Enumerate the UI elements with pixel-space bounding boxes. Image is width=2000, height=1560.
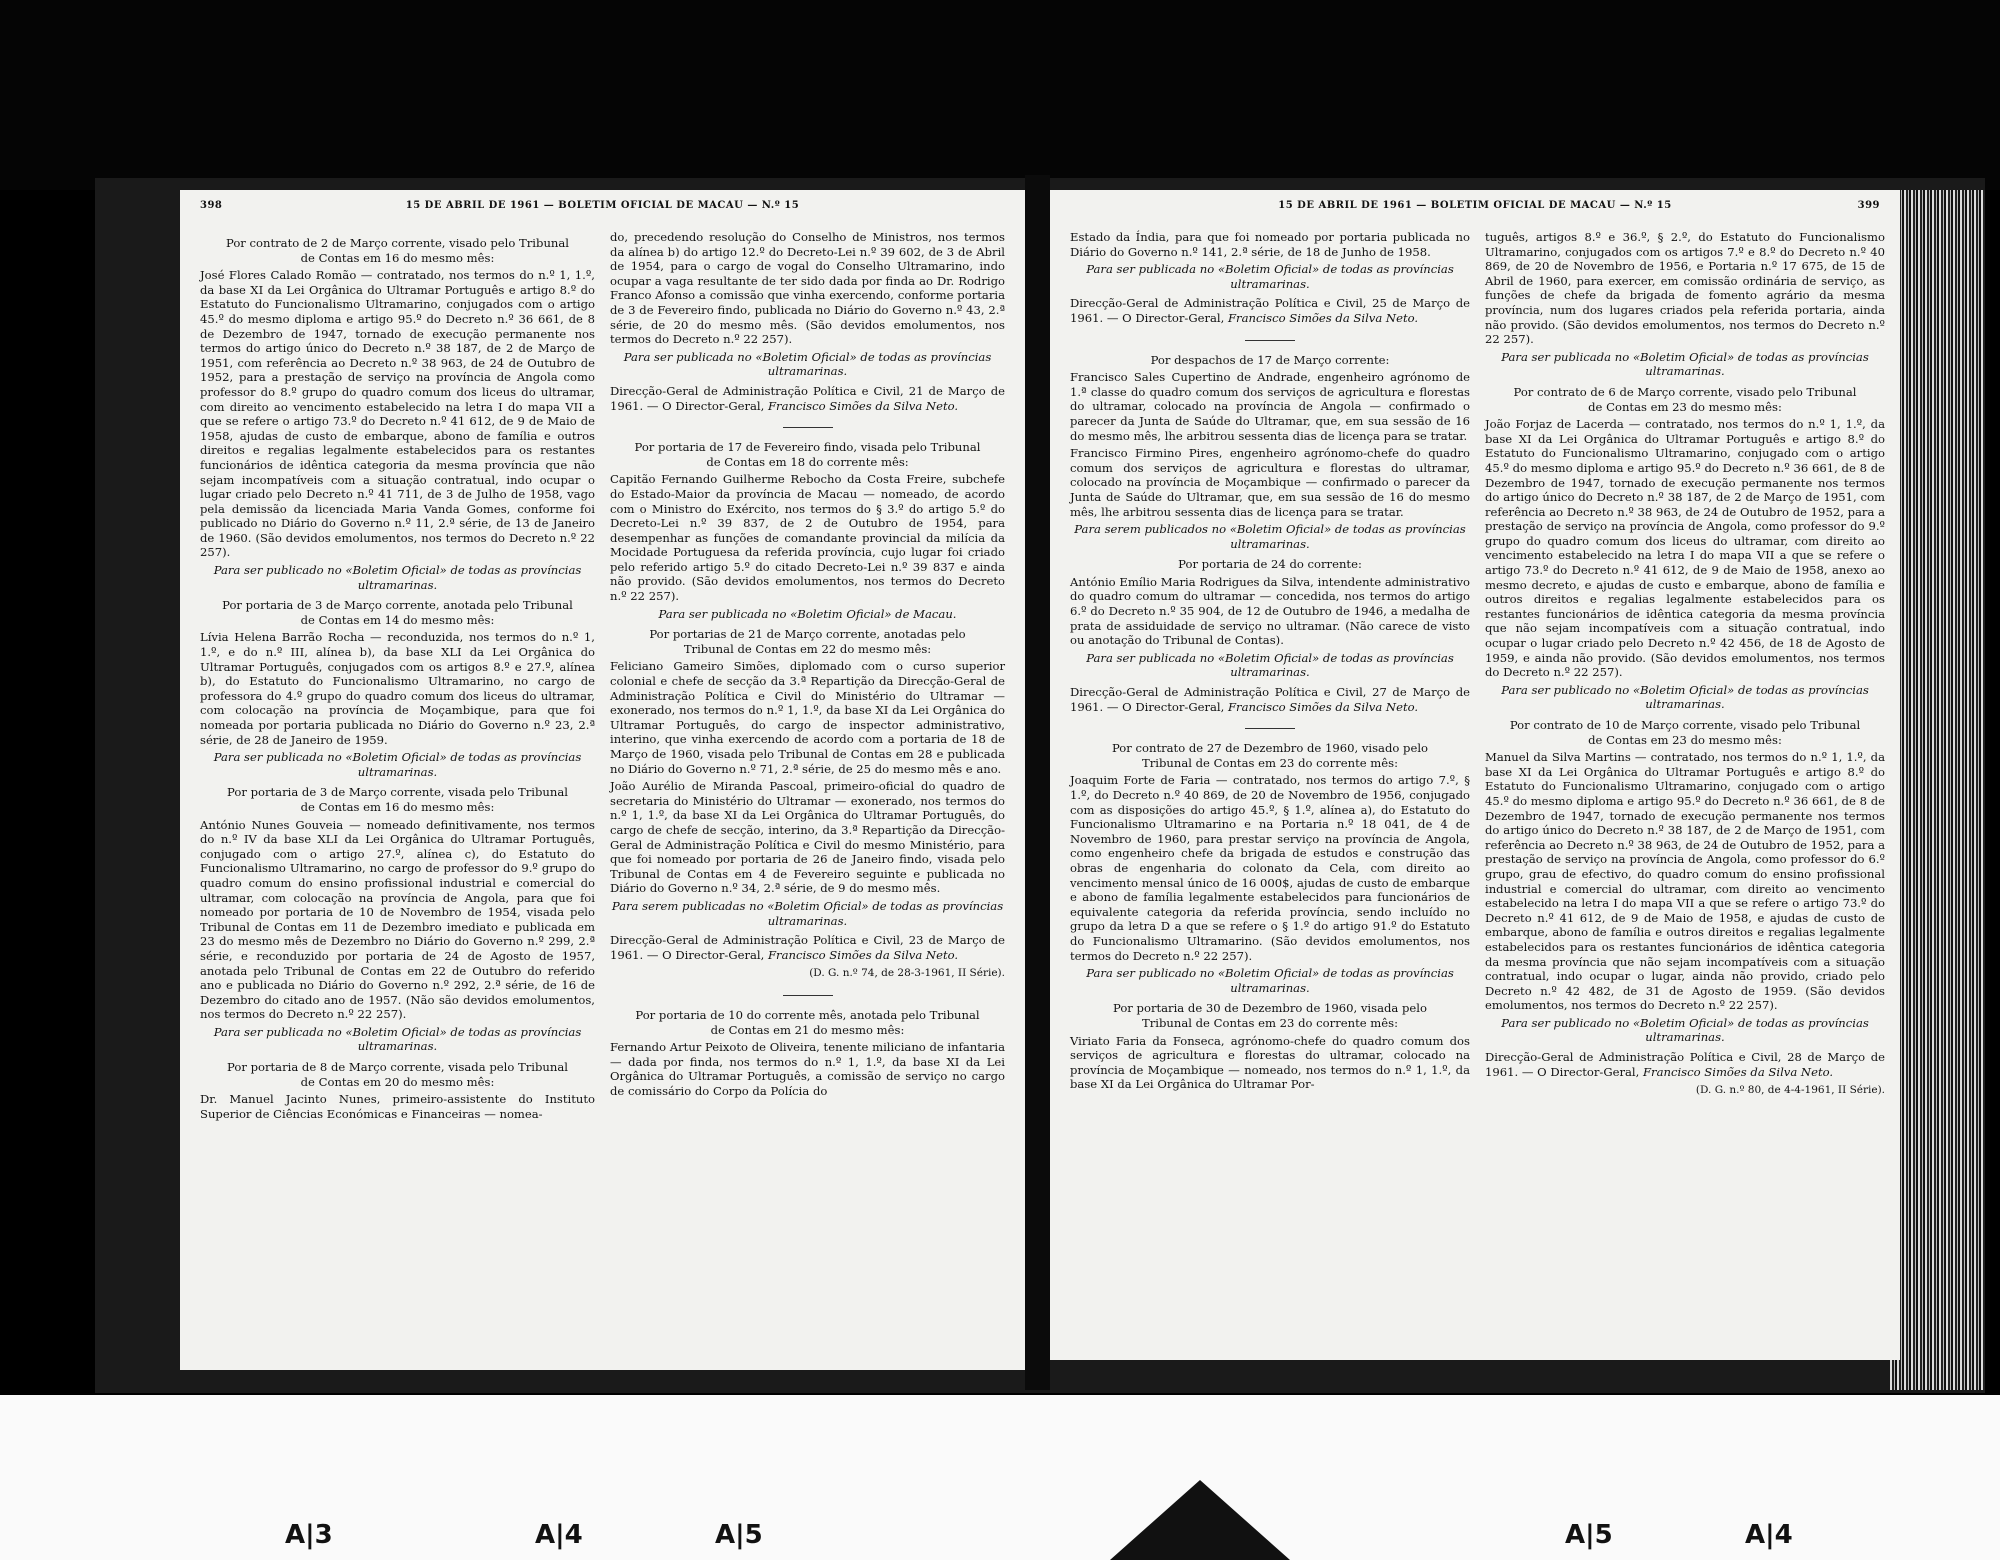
entry-text: Por portaria de 10 do corrente mês, anotada pelo Tribunal de Contas em 21 do mesmo mês: xyxy=(635,1007,980,1037)
page-edges xyxy=(1890,190,1985,1390)
entry-text: Para ser publicado no «Boletim Oficial» de todas as províncias ultramarinas. xyxy=(213,563,582,592)
right-page-column-1 xyxy=(1070,230,1470,1095)
left-page-column-1 xyxy=(200,230,595,1124)
scan-background-top xyxy=(0,0,2000,190)
entry-text: Direcção-Geral de Administração Política e Civil, 27 de Março de 1961. — O Director-Geral, xyxy=(1070,685,1470,714)
appointment-entry xyxy=(1070,446,1470,519)
entry-text: Direcção-Geral de Administração Política e Civil, 23 de Março de 1961. — O Director-Geral, xyxy=(610,933,1005,962)
signature-line xyxy=(1070,685,1470,714)
entry-text: Para ser publicado no «Boletim Oficial» de todas as províncias ultramarinas. xyxy=(1501,1015,1869,1045)
publication-note xyxy=(610,899,1005,928)
appointment-entry xyxy=(200,630,595,747)
gazette-reference xyxy=(1485,1083,1885,1098)
entry-text: Para ser publicada no «Boletim Oficial» de todas as províncias ultramarinas. xyxy=(1501,349,1869,379)
entry-text: Fernando Artur Peixoto de Oliveira, tenente miliciano de infantaria — dada por finda, nos termos do n.º 1, 1.º, da base XI da Lei Orgânica do Ultramar Português, a comissão de serviço no cargo de comissário do Corpo da Polícia do xyxy=(610,1040,1005,1098)
gazette-reference xyxy=(610,966,1005,981)
entry-text: Por portaria de 17 de Fevereiro findo, visada pelo Tribunal de Contas em 18 do corrente mês: xyxy=(634,440,981,469)
publication-note xyxy=(1070,522,1470,551)
appointment-entry xyxy=(1485,417,1885,680)
entry-text: Feliciano Gameiro Simões, diplomado com o curso superior colonial e chefe de secção da 3.ª Repartição da Direcção-Geral de Administração Política e Civil do Ministério do Ultramar — exonerado, nos termos do n.º 1, 1.º, da base XI da Lei Orgânica do Ultramar Português, do cargo de inspector administrativo, interino, que vinha exercendo de acordo com a portaria de 18 de Março de 1960, visada pelo Tribunal de Contas em 28 e publicada no Diário do Governo n.º 71, 2.ª série, de 25 do mesmo mês e ano. xyxy=(610,659,1005,776)
act-heading xyxy=(200,598,595,627)
entry-text: Viriato Faria da Fonseca, agrónomo-chefe do quadro comum dos serviços de agricultura e florestas do ultramar, colocado na província de Moçambique — nomeado, nos termos do n.º 1, 1.º, da base XI da Lei Orgânica do Ultramar Por- xyxy=(1070,1033,1470,1092)
book-gutter xyxy=(1025,175,1050,1390)
entry-text: Para serem publicados no «Boletim Oficial» de todas as províncias ultramarinas. xyxy=(1074,522,1466,551)
appointment-entry xyxy=(610,779,1005,896)
publication-note xyxy=(200,1025,595,1054)
right-page xyxy=(1050,190,1900,1360)
entry-text: João Forjaz de Lacerda — contratado, nos termos do n.º 1, 1.º, da base XI da Lei Orgânica do Ultramar Português e artigo 8.º do Estatuto do Funcionalismo Ultramarino, conjugado com o artigo 45.º do mesmo diploma e artigo 95.º do Decreto n.º 36 661, de 8 de Dezembro de 1947, tornado de execução permanente nos termos do artigo único do Decreto n.º 38 187, de 2 de Março de 1951, com referência ao Decreto n.º 38 963, de 24 de Outubro de 1952, para a prestação de serviço na província de Angola, como professor do 9.º grupo do quadro comum dos liceus do ultramar, com direito ao vencimento estabelecido na letra I do mapa VII a que se refere o artigo 73.º do Decreto n.º 41 612, de 9 de Maio de 1958, anexo ao mesmo decreto, e ajudas de custo e embarque, abono de família e outros direitos e regalias legalmente estabelecidos para os restantes funcionários de idêntica categoria da mesma província que não sejam incompatíveis com a situação contratual, indo ocupar o lugar criado pelo Decreto n.º 42 456, de 18 de Agosto de 1959, e ainda não provido. (São devidos emolumentos, nos termos do Decreto n.º 22 257). xyxy=(1485,417,1885,680)
entry-text: Direcção-Geral de Administração Política e Civil, 25 de Março de 1961. — O Director-Geral, xyxy=(1070,296,1470,325)
entry-text: Por contrato de 10 de Março corrente, visado pelo Tribunal de Contas em 23 do mesmo mês: xyxy=(1509,718,1861,747)
publication-note xyxy=(1485,683,1885,712)
entry-text: Para ser publicada no «Boletim Oficial» de todas as províncias ultramarinas. xyxy=(623,349,992,379)
entry-text: Por portaria de 30 de Dezembro de 1960, visada pelo Tribunal de Contas em 23 do corrente mês: xyxy=(1113,1001,1427,1030)
signature-line xyxy=(610,384,1005,413)
entry-text: (D. G. n.º 80, de 4-4-1961, II Série). xyxy=(1695,1084,1885,1097)
publication-note xyxy=(610,607,1005,622)
entry-text: João Aurélio de Miranda Pascoal, primeiro-oficial do quadro de secretaria do Ministério do Ultramar — exonerado, nos termos do n.º 1, 1.º, da base XI da Lei Orgânica do Ultramar Português, do cargo de chefe de secção, interino, da 3.ª Repartição da Direcção-Geral de Administração Política e Civil do mesmo Ministério, para que foi nomeado por portaria de 26 de Janeiro findo, visada pelo Tribunal de Contas em 4 de Fevereiro seguinte e publicada no Diário do Governo n.º 34, 2.ª série, de 9 do mesmo mês. xyxy=(610,779,1005,896)
publication-note xyxy=(1485,1016,1885,1045)
right-page-header xyxy=(1050,200,1900,222)
frame-mark: A|4 xyxy=(535,1520,583,1550)
act-heading xyxy=(610,627,1005,656)
entry-text: Francisco Sales Cupertino de Andrade, engenheiro agrónomo de 1.ª classe do quadro comum dos serviços de agricultura e florestas do ultramar, colocado na província de Angola — confirmado o parecer da Junta de Saúde do Ultramar, que, em sua sessão de 16 do mesmo mês, lhe arbitrou sessenta dias de licença para se tratar. xyxy=(1070,370,1470,443)
signature-line xyxy=(1070,296,1470,325)
left-page-number: 398 xyxy=(200,200,223,211)
act-heading xyxy=(1070,557,1470,572)
left-page xyxy=(180,190,1025,1370)
entry-text: (D. G. n.º 74, de 28-3-1961, II Série). xyxy=(809,967,1005,980)
entry-text: Para ser publicada no «Boletim Oficial» de todas as províncias ultramarinas. xyxy=(1086,650,1454,680)
act-heading xyxy=(1485,385,1885,414)
entry-text: Para ser publicada no «Boletim Oficial» de todas as províncias ultramarinas. xyxy=(213,750,582,779)
act-heading xyxy=(200,1060,595,1089)
appointment-entry xyxy=(1485,750,1885,1013)
entry-text: Para serem publicadas no «Boletim Oficial» de todas as províncias ultramarinas. xyxy=(611,898,1004,928)
section-divider xyxy=(1245,340,1295,341)
frame-mark: A|5 xyxy=(1565,1520,1613,1550)
frame-mark: A|5 xyxy=(715,1520,763,1550)
publication-note xyxy=(610,350,1005,379)
frame-mark: A|4 xyxy=(1745,1520,1793,1550)
entry-text: Lívia Helena Barrão Rocha — reconduzida, nos termos do n.º 1, 1.º, e do n.º III, alínea b), da base XLI da Lei Orgânica do Ultramar Português, conjugados com os artigos 8.º e 27.º, alínea b), do Estatuto do Funcionalismo Ultramarino, no cargo de professora do 4.º grupo do quadro comum dos liceus do ultramar, com colocação na província de Moçambique, para que foi nomeada por portaria publicada no Diário do Governo n.º 23, 2.ª série, de 28 de Janeiro de 1959. xyxy=(200,630,595,747)
appointment-entry xyxy=(200,268,595,560)
entry-text: Para ser publicada no «Boletim Oficial» de Macau. xyxy=(658,606,957,621)
entry-text: António Nunes Gouveia — nomeado definitivamente, nos termos do n.º IV da base XLI da Lei Orgânica do Ultramar Português, conjugado com o artigo 27.º, alínea c), do Estatuto do Funcionalismo Ultramarino, no cargo de professor do 9.º grupo do quadro comum do ensino profissional industrial e comercial do ultramar, com colocação na província de Angola, para que foi nomeado por portaria de 10 de Novembro de 1954, visada pelo Tribunal de Contas em 11 de Dezembro imediato e publicada em 23 do mesmo mês de Dezembro no Diário do Governo n.º 299, 2.ª série, e reconduzido por portaria de 24 de Agosto de 1957, anotada pelo Tribunal de Contas em 22 de Outubro do referido ano e publicada no Diário do Governo n.º 292, 2.ª série, de 16 de Dezembro do citado ano de 1957. (Não são devidos emolumentos, nos termos do Decreto n.º 22 257). xyxy=(200,817,595,1022)
appointment-entry xyxy=(610,472,1005,603)
entry-text: tuguês, artigos 8.º e 36.º, § 2.º, do Estatuto do Funcionalismo Ultramarino, conjugados com os artigos 7.º e 8.º do Decreto n.º 40 869, de 20 de Novembro de 1956, e Portaria n.º 17 675, de 15 de Abril de 1960, para exercer, em comissão ordinária de serviço, as funções de chefe da brigada de fomento agrário da mesma província, num dos lugares criados pela referida portaria, ainda não provido. (São devidos emolumentos, nos termos do Decreto n.º 22 257). xyxy=(1485,230,1885,347)
publication-note xyxy=(1070,966,1470,995)
entry-text: Por portaria de 24 do corrente: xyxy=(1178,557,1362,572)
left-page-header xyxy=(180,200,1025,222)
signature-line xyxy=(610,933,1005,962)
entry-text: Por contrato de 6 de Março corrente, visado pelo Tribunal de Contas em 23 do mesmo mês: xyxy=(1513,384,1857,414)
entry-text: Para ser publicado no «Boletim Oficial» de todas as províncias ultramarinas. xyxy=(1501,682,1869,712)
publication-note xyxy=(200,750,595,779)
entry-text: Por portarias de 21 de Março corrente, anotadas pelo Tribunal de Contas em 22 do mesmo mês: xyxy=(649,627,966,656)
signatory-name: Francisco Simões da Silva Neto. xyxy=(768,398,959,413)
appointment-entry xyxy=(1070,370,1470,443)
entry-text: Por portaria de 3 de Março corrente, anotada pelo Tribunal de Contas em 14 do mesmo mês: xyxy=(222,598,573,627)
signatory-name: Francisco Simões da Silva Neto. xyxy=(768,947,959,962)
publication-note xyxy=(1070,262,1470,291)
appointment-entry xyxy=(610,230,1005,347)
right-page-column-2 xyxy=(1485,230,1885,1102)
appointment-entry xyxy=(1070,773,1470,963)
appointment-entry xyxy=(1070,575,1470,648)
signature-line xyxy=(1485,1050,1885,1079)
act-heading xyxy=(200,236,595,265)
entry-text: Francisco Firmino Pires, engenheiro agrónomo-chefe do quadro comum dos serviços de agricultura e florestas do ultramar, colocado na província de Moçambique — confirmado o parecer da Junta de Saúde do Ultramar, que, em sua sessão de 16 do mesmo mês, lhe arbitrou sessenta dias de licença para se tratar. xyxy=(1070,446,1470,519)
entry-text: José Flores Calado Romão — contratado, nos termos do n.º 1, 1.º, da base XI da Lei Orgânica do Ultramar Português e artigo 8.º do Estatuto do Funcionalismo Ultramarino, conjugados com o artigo 45.º do mesmo diploma e artigo 95.º do Decreto n.º 36 661, de 8 de Dezembro de 1947, tornado de execução permanente nos termos do artigo único do Decreto n.º 38 187, de 2 de Março de 1951, com referência ao Decreto n.º 38 963, de 24 de Outubro de 1952, para a prestação de serviço na província de Angola como professor do 8.º grupo do quadro comum dos liceus do ultramar, com direito ao vencimento estabelecido na letra I do mapa VII a que se refere o artigo 73.º do Decreto n.º 41 612, de 9 de Maio de 1958, ajudas de custo de embarque, abono de família e outros direitos e regalias legalmente estabelecidos para os restantes funcionários de idêntica categoria da mesma província que não sejam incompatíveis com a situação contratual, indo ocupar o lugar criado pelo Decreto n.º 41 711, de 3 de Julho de 1958, vago pela demissão da licenciada Maria Vanda Gomes, conforme foi publicado no Diário do Governo n.º 11, 2.ª série, de 13 de Janeiro de 1960. (São devidos emolumentos, nos termos do Decreto n.º 22 257). xyxy=(200,268,595,560)
right-running-head: 15 DE ABRIL DE 1961 — BOLETIM OFICIAL DE MACAU — N.º 15 xyxy=(1278,200,1672,211)
entry-text: Capitão Fernando Guilherme Rebocho da Costa Freire, subchefe do Estado-Maior da província de Macau — nomeado, de acordo com o Ministro do Exército, nos termos do § 3.º do artigo 5.º do Decreto-Lei n.º 39 837, de 2 de Outubro de 1954, para desempenhar as funções de comandante provincial da milícia da Mocidade Portuguesa da referida província, cujo lugar foi criado pelo referido artigo 5.º do citado Decreto-Lei n.º 39 837 e ainda não provido. (São devidos emolumentos, nos termos do Decreto n.º 22 257). xyxy=(610,472,1005,604)
appointment-entry xyxy=(610,1040,1005,1098)
act-heading xyxy=(1070,353,1470,368)
entry-text: Por contrato de 2 de Março corrente, visado pelo Tribunal de Contas em 16 do mesmo mês: xyxy=(226,236,569,265)
section-divider xyxy=(783,995,833,996)
entry-text: Manuel da Silva Martins — contratado, nos termos do n.º 1, 1.º, da base XI da Lei Orgânica do Ultramar Português e artigo 8.º do Estatuto do Funcionalismo Ultramarino, conjugado com o artigo 45.º do mesmo diploma e artigo 95.º do Decreto n.º 36 661, de 8 de Dezembro de 1947, tornado de execução permanente nos termos do artigo único do Decreto n.º 38 187, de 2 de Março de 1951, com referência ao Decreto n.º 38 963, de 24 de Outubro de 1952, para a prestação de serviço na província de Angola, como professor do 6.º grupo, grau de efectivo, do quadro comum do ensino profissional industrial e comercial do ultramar, com direito ao vencimento estabelecido na letra I do mapa VII a que se refere o artigo 73.º do Decreto n.º 41 612, de 9 de Maio de 1958, e ajudas de custo de embarque, abono de família e outros direitos e regalias legalmente estabelecidos para os restantes funcionários de idêntica categoria da mesma província que não sejam incompatíveis com a situação contratual, indo ocupar o lugar, ainda não provido, criado pelo Decreto n.º 42 482, de 31 de Agosto de 1959. (São devidos emolumentos, nos termos do Decreto n.º 22 257). xyxy=(1485,750,1885,1013)
appointment-entry xyxy=(200,1092,595,1121)
appointment-entry xyxy=(1070,1034,1470,1092)
appointment-entry xyxy=(1070,230,1470,259)
publication-note xyxy=(1485,350,1885,379)
entry-text: do, precedendo resolução do Conselho de Ministros, nos termos da alínea b) do artigo 12.º do Decreto-Lei n.º 39 602, de 3 de Abril de 1954, para o cargo de vogal do Conselho Ultramarino, indo ocupar a vaga resultante de ter sido dada por finda ao Dr. Rodrigo Franco Afonso a comissão que vinha exercendo, conforme portaria de 3 de Fevereiro findo, publicada no Diário do Governo n.º 43, 2.ª série, de 20 do mesmo mês. (São devidos emolumentos, nos termos do Decreto n.º 22 257). xyxy=(610,230,1005,347)
act-heading xyxy=(1485,718,1885,747)
signatory-name: Francisco Simões da Silva Neto. xyxy=(1643,1064,1834,1079)
publication-note xyxy=(1070,651,1470,680)
act-heading xyxy=(610,1008,1005,1037)
act-heading xyxy=(200,785,595,814)
section-divider xyxy=(783,427,833,428)
entry-text: Por contrato de 27 de Dezembro de 1960, visado pelo Tribunal de Contas em 23 do corrente mês: xyxy=(1111,741,1429,770)
entry-text: Direcção-Geral de Administração Política e Civil, 28 de Março de 1961. — O Director-Geral, xyxy=(1485,1050,1885,1079)
appointment-entry xyxy=(610,659,1005,776)
entry-text: Direcção-Geral de Administração Política e Civil, 21 de Março de 1961. — O Director-Geral, xyxy=(610,383,1005,413)
signatory-name: Francisco Simões da Silva Neto. xyxy=(1228,699,1419,714)
entry-text: Joaquim Forte de Faria — contratado, nos termos do artigo 7.º, § 1.º, do Decreto n.º 40 869, de 20 de Novembro de 1956, conjugado com as disposições do artigo 45.º, § 1.º, alínea a), do Estatuto do Funcionalismo Ultramarino e na Portaria n.º 18 041, de 4 de Novembro de 1960, para prestar serviço na província de Angola, como engenheiro chefe da brigada de estudos e construção das obras de engenharia do colonato da Cela, com direito ao vencimento mensal único de 16 000$, ajudas de custo de embarque e abono de família legalmente estabelecidos para funcionários de equivalente categoria da referida província, sendo incluído no grupo da letra D a que se refere o § 1.º do artigo 91.º do Estatuto do Funcionalismo Ultramarino. (São devidos emolumentos, nos termos do Decreto n.º 22 257). xyxy=(1070,773,1470,963)
left-running-head: 15 DE ABRIL DE 1961 — BOLETIM OFICIAL DE MACAU — N.º 15 xyxy=(405,200,800,211)
publication-note xyxy=(200,563,595,592)
left-page-column-2 xyxy=(610,230,1005,1101)
entry-text: Estado da Índia, para que foi nomeado por portaria publicada no Diário do Governo n.º 141, 2.ª série, de 18 de Junho de 1958. xyxy=(1070,230,1470,259)
section-divider xyxy=(1245,728,1295,729)
signatory-name: Francisco Simões da Silva Neto. xyxy=(1228,310,1419,325)
entry-text: Dr. Manuel Jacinto Nunes, primeiro-assistente do Instituto Superior de Ciências Económicas e Financeiras — nomea- xyxy=(200,1092,595,1121)
entry-text: António Emílio Maria Rodrigues da Silva, intendente administrativo do quadro comum do ultramar — concedida, nos termos do artigo 6.º do Decreto n.º 35 904, de 12 de Outubro de 1946, a medalha de prata de assiduidade de serviço no ultramar. (Não carece de visto ou anotação do Tribunal de Contas). xyxy=(1070,574,1470,648)
act-heading xyxy=(1070,741,1470,770)
entry-text: Para ser publicado no «Boletim Oficial» de todas as províncias ultramarinas. xyxy=(1086,966,1454,995)
appointment-entry xyxy=(200,818,595,1022)
frame-mark: A|3 xyxy=(285,1520,333,1550)
act-heading xyxy=(610,440,1005,469)
act-heading xyxy=(1070,1001,1470,1030)
entry-text: Por portaria de 8 de Março corrente, visada pelo Tribunal de Contas em 20 do mesmo mês: xyxy=(227,1060,568,1089)
entry-text: Para ser publicada no «Boletim Oficial» de todas as províncias ultramarinas. xyxy=(213,1024,582,1054)
appointment-entry xyxy=(1485,230,1885,347)
frame-center-arrow-stem xyxy=(1170,1540,1230,1560)
entry-text: Para ser publicada no «Boletim Oficial» de todas as províncias ultramarinas. xyxy=(1086,262,1454,291)
entry-text: Por portaria de 3 de Março corrente, visada pelo Tribunal de Contas em 16 do mesmo mês: xyxy=(227,785,568,814)
right-page-number: 399 xyxy=(1857,200,1880,211)
entry-text: Por despachos de 17 de Março corrente: xyxy=(1150,352,1390,367)
